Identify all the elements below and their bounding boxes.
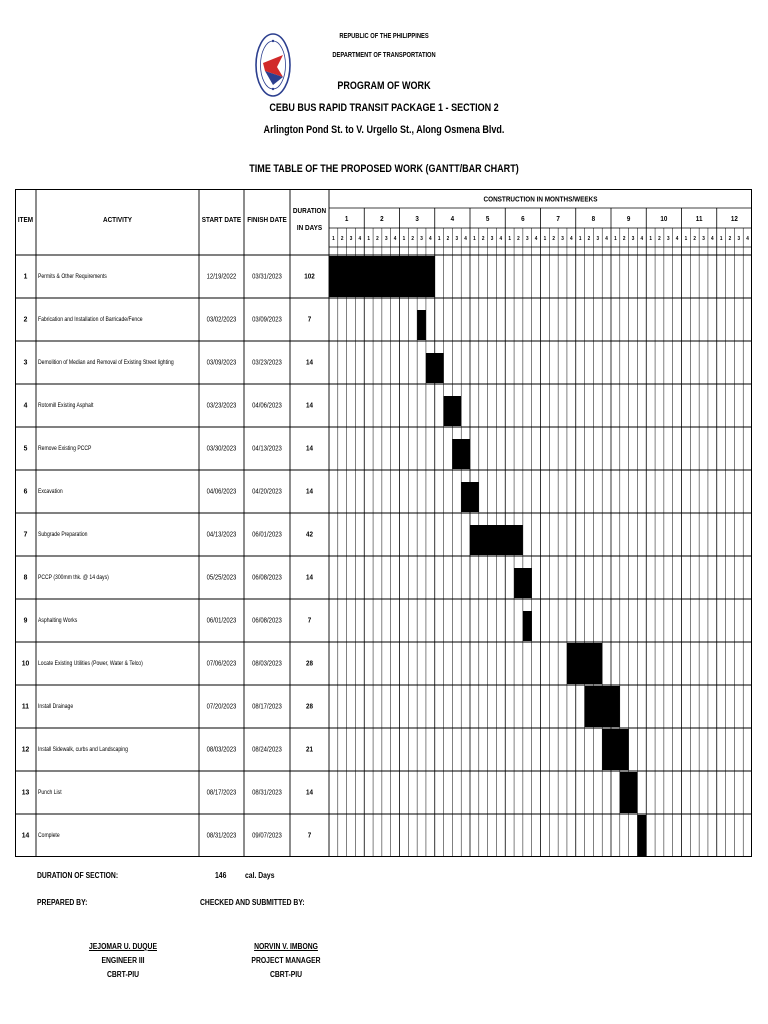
chart-title: TIME TABLE OF THE PROPOSED WORK (GANTT/BAR CHART) — [249, 163, 519, 175]
week-label: 2 — [658, 235, 661, 243]
signatory-manager-office: CBRT-PIU — [269, 970, 303, 979]
row-finish-date: 03/23/2023 — [252, 358, 282, 367]
row-finish-date: 06/01/2023 — [252, 530, 282, 539]
department-heading: DEPARTMENT OF TRANSPORTATION — [332, 52, 436, 59]
week-label: 3 — [666, 235, 670, 243]
row-duration: 14 — [306, 445, 313, 453]
prepared-by-label: PREPARED BY: — [37, 898, 88, 907]
row-item-number: 5 — [23, 444, 28, 453]
week-label: 4 — [534, 235, 538, 243]
row-activity: Demolition of Median and Removal of Existing Street lighting — [38, 359, 174, 367]
signatory-manager — [222, 940, 350, 982]
row-item-number: 13 — [21, 788, 30, 797]
row-activity: Install Sidewalk, curbs and Landscaping — [38, 746, 128, 754]
signatory-engineer-office: CBRT-PIU — [106, 970, 140, 979]
row-duration: 21 — [306, 746, 313, 754]
row-finish-date: 06/08/2023 — [252, 616, 282, 625]
row-finish-date: 03/09/2023 — [252, 315, 282, 324]
col-header-item: ITEM — [17, 216, 34, 225]
row-finish-date: 08/03/2023 — [252, 659, 282, 668]
signatory-engineer — [59, 940, 187, 982]
week-label: 1 — [649, 235, 652, 243]
week-label: 1 — [332, 235, 335, 243]
gantt-bar — [444, 396, 462, 426]
row-activity: PCCP (300mm thk. @ 14 days) — [38, 574, 109, 582]
row-item-number: 1 — [23, 272, 28, 281]
week-label: 3 — [420, 235, 423, 243]
week-label: 3 — [631, 235, 635, 243]
row-start-date: 12/19/2022 — [206, 272, 237, 281]
row-start-date: 07/06/2023 — [206, 659, 237, 668]
row-duration: 7 — [307, 316, 312, 324]
row-item-number: 10 — [21, 659, 30, 668]
week-label: 3 — [596, 235, 600, 243]
row-activity: Remove Existing PCCP — [38, 445, 92, 453]
gantt-bar — [426, 353, 444, 383]
row-duration: 42 — [306, 531, 313, 539]
row-start-date: 07/20/2023 — [206, 702, 237, 711]
week-label: 2 — [446, 235, 450, 243]
week-label: 2 — [587, 235, 591, 243]
week-label: 4 — [640, 235, 644, 243]
week-label: 4 — [358, 235, 362, 243]
row-finish-date: 08/17/2023 — [252, 702, 282, 711]
week-label: 2 — [411, 235, 415, 243]
col-header-start-date: START DATE — [201, 216, 242, 225]
row-finish-date: 08/24/2023 — [252, 745, 282, 754]
row-activity: Locate Existing Utilities (Power, Water & Telco) — [38, 660, 143, 668]
week-label: 1 — [614, 235, 617, 243]
row-activity: Install Drainage — [38, 703, 74, 711]
signatory-engineer-title: ENGINEER III — [101, 956, 145, 965]
row-start-date: 03/23/2023 — [206, 401, 237, 410]
col-header-finish-date: FINISH DATE — [247, 216, 287, 225]
duration-value: 146 — [215, 871, 227, 880]
row-activity: Excavation — [38, 488, 63, 496]
gantt-bar — [637, 815, 646, 856]
row-start-date: 03/09/2023 — [206, 358, 237, 367]
row-duration: 102 — [304, 273, 315, 281]
row-finish-date: 06/08/2023 — [252, 573, 282, 582]
week-label: 1 — [473, 235, 476, 243]
row-activity: Subgrade Preparation — [38, 531, 88, 539]
week-label: 1 — [402, 235, 406, 243]
col-header-activity: ACTIVITY — [102, 216, 133, 225]
month-label: 1 — [344, 215, 349, 223]
gantt-bar — [329, 256, 435, 297]
week-label: 4 — [429, 235, 432, 243]
gantt-bar — [417, 310, 426, 340]
week-label: 3 — [384, 235, 388, 243]
row-duration: 7 — [307, 617, 312, 625]
location-title: Arlington Pond St. to V. Urgello St., Along Osmena Blvd. — [263, 124, 505, 136]
row-item-number: 6 — [23, 487, 28, 496]
row-item-number: 8 — [23, 573, 28, 582]
col-header-duration-unit: IN DAYS — [296, 224, 323, 233]
row-activity: Fabrication and Installation of Barricade/Fence — [38, 316, 143, 324]
row-item-number: 2 — [23, 315, 28, 324]
row-duration: 7 — [307, 832, 312, 840]
week-label: 1 — [508, 235, 511, 243]
gantt-bar — [602, 729, 628, 770]
row-start-date: 03/02/2023 — [206, 315, 237, 324]
week-label: 2 — [481, 235, 485, 243]
week-label: 3 — [349, 235, 353, 243]
week-label: 1 — [437, 235, 441, 243]
signatory-engineer-name: JEJOMAR U. DUQUE — [88, 942, 157, 951]
row-finish-date: 09/07/2023 — [252, 831, 282, 840]
row-item-number: 14 — [21, 831, 30, 840]
gantt-bar — [461, 482, 479, 512]
row-duration: 14 — [306, 789, 313, 797]
row-activity: Punch List — [38, 789, 62, 797]
week-label: 3 — [702, 235, 705, 243]
week-label: 1 — [578, 235, 582, 243]
month-label: 12 — [730, 215, 738, 223]
month-label: 5 — [485, 215, 490, 223]
program-title: PROGRAM OF WORK — [337, 80, 431, 92]
week-label: 3 — [561, 235, 564, 243]
row-start-date: 04/06/2023 — [206, 487, 237, 496]
row-start-date: 03/30/2023 — [206, 444, 237, 453]
week-label: 1 — [367, 235, 370, 243]
gantt-bar — [452, 439, 470, 469]
row-finish-date: 04/20/2023 — [252, 487, 282, 496]
gantt-bar — [620, 772, 638, 813]
week-label: 2 — [376, 235, 379, 243]
week-label: 2 — [340, 235, 344, 243]
row-start-date: 08/03/2023 — [206, 745, 237, 754]
row-duration: 14 — [306, 574, 313, 582]
week-label: 2 — [517, 235, 520, 243]
week-label: 3 — [490, 235, 494, 243]
row-start-date: 05/25/2023 — [206, 573, 237, 582]
row-activity: Permits & Other Requirements — [38, 273, 107, 281]
row-finish-date: 03/31/2023 — [252, 272, 282, 281]
row-activity: Complete — [38, 832, 60, 840]
week-label: 4 — [605, 235, 608, 243]
week-label: 2 — [552, 235, 556, 243]
week-label: 3 — [525, 235, 529, 243]
week-label: 2 — [622, 235, 626, 243]
gantt-bar — [567, 643, 602, 684]
month-label: 11 — [695, 215, 703, 223]
row-item-number: 9 — [23, 616, 28, 625]
week-label: 3 — [737, 235, 741, 243]
row-start-date: 08/31/2023 — [206, 831, 237, 840]
duration-unit: cal. Days — [245, 871, 275, 880]
row-start-date: 08/17/2023 — [206, 788, 237, 797]
row-item-number: 4 — [23, 401, 28, 410]
row-duration: 14 — [306, 402, 313, 410]
row-finish-date: 04/13/2023 — [252, 444, 282, 453]
week-label: 4 — [464, 235, 467, 243]
week-label: 1 — [543, 235, 547, 243]
month-label: 8 — [591, 215, 596, 223]
week-label: 4 — [746, 235, 749, 243]
week-label: 4 — [675, 235, 679, 243]
week-label: 1 — [719, 235, 723, 243]
row-start-date: 04/13/2023 — [206, 530, 237, 539]
gantt-bar — [514, 568, 532, 598]
gantt-bar — [585, 686, 620, 727]
week-label: 2 — [693, 235, 697, 243]
month-label: 6 — [521, 215, 525, 223]
row-item-number: 11 — [21, 702, 30, 711]
row-duration: 28 — [306, 703, 313, 711]
col-header-duration: DURATION — [292, 207, 327, 216]
row-item-number: 12 — [21, 745, 30, 754]
row-finish-date: 04/06/2023 — [252, 401, 282, 410]
signatory-manager-title: PROJECT MANAGER — [251, 956, 321, 965]
month-label: 7 — [556, 215, 560, 223]
week-label: 2 — [728, 235, 732, 243]
week-label: 3 — [455, 235, 459, 243]
project-title: CEBU BUS RAPID TRANSIT PACKAGE 1 - SECTION 2 — [269, 102, 499, 114]
row-activity: Rotomill Existing Asphalt — [38, 402, 94, 410]
row-duration: 14 — [306, 488, 313, 496]
month-label: 4 — [450, 215, 455, 223]
gantt-table — [15, 189, 752, 857]
row-item-number: 7 — [23, 530, 28, 539]
week-label: 4 — [393, 235, 397, 243]
week-label: 4 — [570, 235, 573, 243]
row-duration: 14 — [306, 359, 313, 367]
construction-header: CONSTRUCTION IN MONTHS/WEEKS — [483, 196, 598, 204]
month-label: 2 — [380, 215, 384, 223]
signatory-manager-name: NORVIN V. IMBONG — [254, 942, 318, 951]
row-start-date: 06/01/2023 — [206, 616, 237, 625]
month-label: 10 — [660, 215, 668, 223]
row-duration: 28 — [306, 660, 313, 668]
duration-label: DURATION OF SECTION: — [37, 871, 119, 880]
month-label: 9 — [626, 215, 631, 223]
gantt-bar — [470, 525, 523, 555]
row-item-number: 3 — [23, 358, 28, 367]
gantt-bar — [523, 611, 532, 641]
week-label: 1 — [684, 235, 688, 243]
republic-heading: REPUBLIC OF THE PHILIPPINES — [339, 33, 429, 40]
row-activity: Asphalting Works — [38, 617, 78, 625]
checked-by-label: CHECKED AND SUBMITTED BY: — [200, 898, 305, 907]
week-label: 4 — [499, 235, 503, 243]
row-finish-date: 08/31/2023 — [252, 788, 282, 797]
week-label: 4 — [711, 235, 714, 243]
month-label: 3 — [415, 215, 419, 223]
